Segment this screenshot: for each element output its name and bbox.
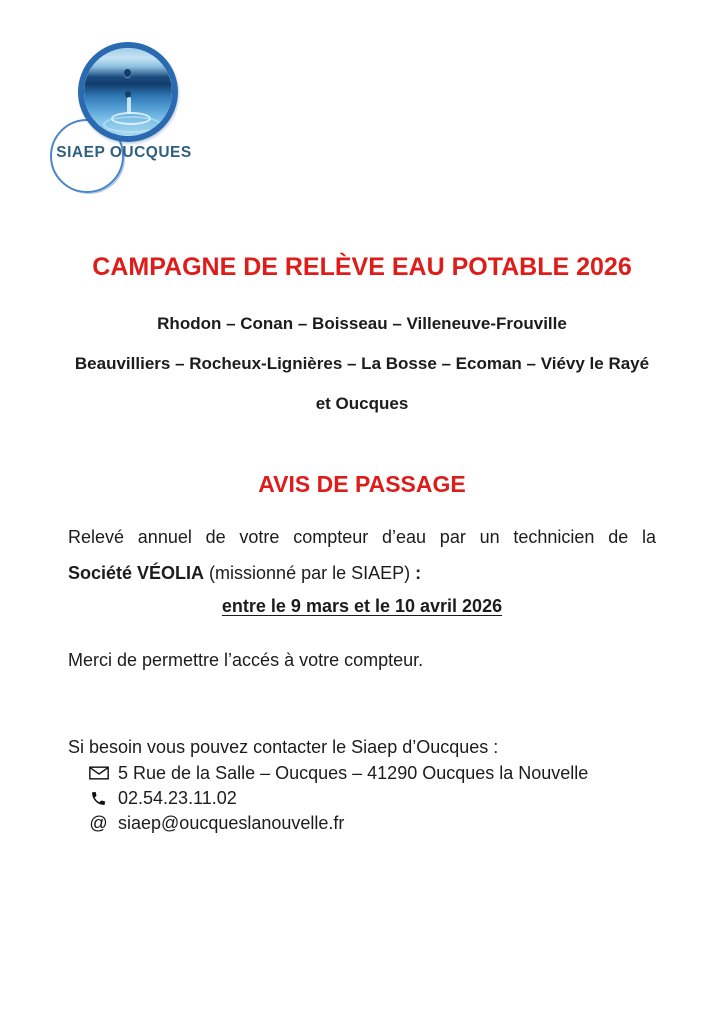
envelope-icon <box>88 766 109 780</box>
phone-icon <box>88 790 109 807</box>
siaep-logo <box>50 38 200 206</box>
water-ripple <box>103 116 161 133</box>
water-photo <box>84 48 172 136</box>
company-name: Société VÉOLIA <box>68 563 205 583</box>
communes-line-3: et Oucques <box>315 394 409 413</box>
contact-email-row <box>88 812 684 834</box>
date-range: entre le 9 mars et le 10 avril 2026 <box>221 596 503 616</box>
communes-line-1: Rhodon – Conan – Boisseau – Villeneuve-Frouville <box>157 314 567 333</box>
logo-ring <box>78 42 178 142</box>
water-drop-icon <box>124 69 131 77</box>
at-icon: @ <box>89 812 108 833</box>
access-note: Merci de permettre l’accés à votre compteur. <box>68 650 424 670</box>
company-suffix: (missionné par le SIAEP) <box>204 563 411 583</box>
colon: : <box>410 563 422 583</box>
contact-intro: Si besoin vous pouvez contacter le Siaep d’Oucques : <box>68 737 499 757</box>
logo-org-name: SIAEP OUCQUES <box>56 144 192 161</box>
contact-address-row <box>88 762 684 784</box>
communes-line-2: Beauvilliers – Rocheux-Lignières – La Bosse – Ecoman – Viévy le Rayé <box>74 354 650 373</box>
contact-phone-row <box>88 787 684 809</box>
address-text: 5 Rue de la Salle – Oucques – 41290 Oucques la Nouvelle <box>118 762 589 783</box>
phone-number: 02.54.23.11.02 <box>118 787 237 808</box>
email-address: siaep@oucqueslanouvelle.fr <box>118 812 345 833</box>
body-line-1: Relevé annuel de votre compteur d’eau par un technicien de la <box>68 527 656 547</box>
notice-heading: AVIS DE PASSAGE <box>258 471 466 497</box>
body-line-2 <box>68 563 656 584</box>
campaign-title: CAMPAGNE DE RELÈVE EAU POTABLE 2026 <box>92 253 632 281</box>
